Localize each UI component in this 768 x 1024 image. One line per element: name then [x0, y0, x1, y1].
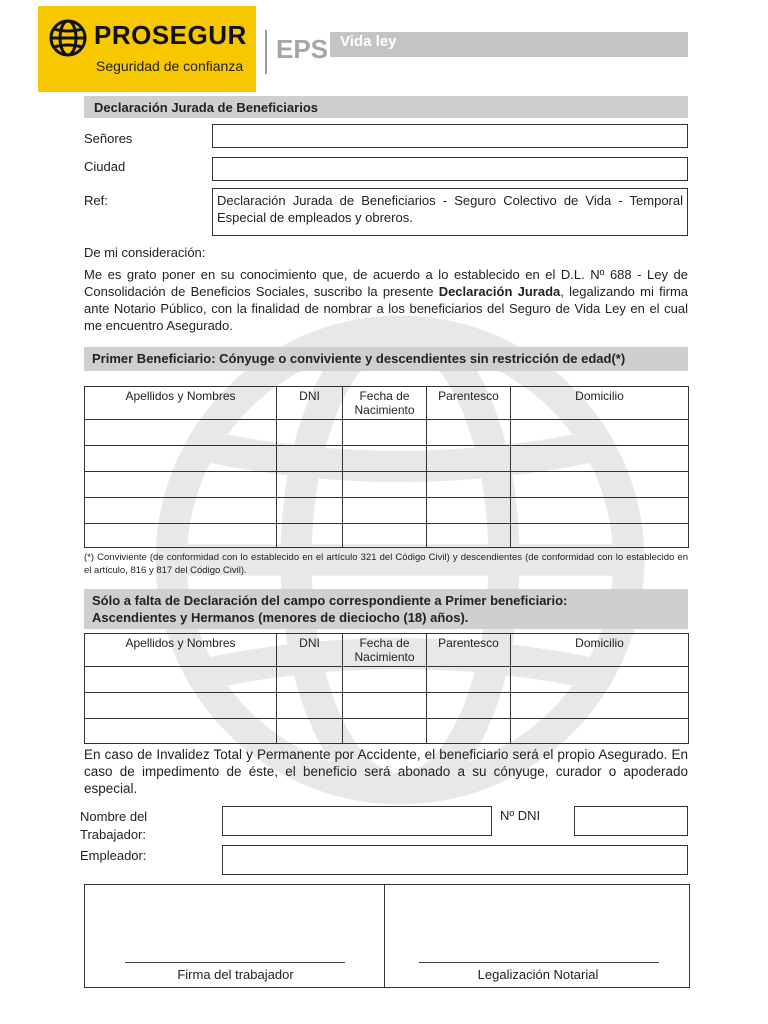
ref-label: Ref:	[84, 193, 108, 208]
table-cell[interactable]	[511, 524, 689, 548]
table-cell[interactable]	[511, 420, 689, 446]
first-beneficiary-table	[84, 386, 689, 548]
employer-label: Empleador:	[80, 848, 147, 863]
worker-name-field[interactable]	[222, 806, 492, 836]
table-row[interactable]	[85, 498, 689, 524]
dni-label: Nº DNI	[500, 808, 541, 823]
table-cell[interactable]	[277, 693, 343, 719]
table-cell[interactable]	[343, 446, 427, 472]
table-header-row	[85, 387, 689, 420]
table-cell[interactable]	[343, 498, 427, 524]
table-cell[interactable]	[85, 693, 277, 719]
table-cell[interactable]	[427, 524, 511, 548]
table-row[interactable]	[85, 719, 689, 744]
column-header: Parentesco	[427, 387, 511, 420]
table-cell[interactable]	[427, 693, 511, 719]
table-header-row	[85, 634, 689, 667]
senores-label: Señores	[84, 131, 133, 146]
table-cell[interactable]	[511, 667, 689, 693]
worker-name-label: Nombre del Trabajador:	[80, 809, 148, 842]
table-cell[interactable]	[85, 719, 277, 744]
table-cell[interactable]	[343, 472, 427, 498]
table-row[interactable]	[85, 693, 689, 719]
table-cell[interactable]	[511, 446, 689, 472]
declaration-title: Declaración Jurada de Beneficiarios	[84, 96, 688, 118]
table-cell[interactable]	[85, 472, 277, 498]
declaration-body-part2: , legalizando mi firma ante Notario Público, con la finalidad de nombrar a los beneficiarios del Seguro de Vida Ley en el cual me encuentro Asegurado.	[84, 284, 689, 333]
notary-box[interactable]	[384, 884, 690, 988]
table-row[interactable]	[85, 472, 689, 498]
column-header: Apellidos y Nombres	[85, 387, 277, 420]
table-row[interactable]	[85, 524, 689, 548]
table-cell[interactable]	[277, 498, 343, 524]
table-cell[interactable]	[85, 667, 277, 693]
logo-name: PROSEGUR	[94, 20, 247, 50]
prosegur-logo	[38, 6, 256, 92]
table-cell[interactable]	[427, 420, 511, 446]
table-cell[interactable]	[343, 420, 427, 446]
table-cell[interactable]	[277, 719, 343, 744]
ref-field[interactable]: Declaración Jurada de Beneficiarios - Seguro Colectivo de Vida - Temporal Especial de empleados y obreros.	[212, 188, 688, 236]
column-header: Fecha de Nacimiento	[343, 634, 427, 667]
table-cell[interactable]	[277, 667, 343, 693]
senores-field[interactable]	[212, 124, 688, 148]
declaration-body-bold: Declaración Jurada	[438, 284, 561, 299]
second-beneficiary-title-line1: Sólo a falta de Declaración del campo correspondiente a Primer beneficiario:	[92, 593, 568, 608]
eps-label: EPS	[276, 34, 329, 64]
dni-field[interactable]	[574, 806, 688, 836]
invalidez-text: En caso de Invalidez Total y Permanente por Accidente, el beneficiario será el propio Asegurado. En caso de impedimento de éste, el beneficio será abonado a su cónyuge, curador o apoderado especial.	[84, 747, 688, 796]
second-beneficiary-title	[84, 589, 688, 629]
table-cell[interactable]	[427, 719, 511, 744]
notary-label: Legalización Notarial	[477, 967, 599, 982]
column-header: Parentesco	[427, 634, 511, 667]
worker-signature-label: Firma del trabajador	[177, 967, 294, 982]
column-header: DNI	[277, 634, 343, 667]
column-header: Fecha de Nacimiento	[343, 387, 427, 420]
table-row[interactable]	[85, 667, 689, 693]
table-row[interactable]	[85, 420, 689, 446]
table-cell[interactable]	[277, 420, 343, 446]
table-cell[interactable]	[85, 446, 277, 472]
table-cell[interactable]	[427, 472, 511, 498]
ciudad-label: Ciudad	[84, 159, 126, 174]
worker-signature-box[interactable]	[84, 884, 385, 988]
employer-field[interactable]	[222, 845, 688, 875]
second-beneficiary-title-line2: Ascendientes y Hermanos (menores de dieciocho (18) años).	[92, 610, 469, 625]
column-header: Domicilio	[511, 634, 689, 667]
column-header: Apellidos y Nombres	[85, 634, 277, 667]
header-divider	[265, 30, 267, 74]
ciudad-field[interactable]	[212, 157, 688, 181]
globe-icon	[48, 18, 88, 58]
table-cell[interactable]	[343, 524, 427, 548]
declaration-body-part1: Me es grato poner en su conocimiento que, de acuerdo a lo establecido en el D.L. Nº 688 - Ley de Consolidación de Beneficios Sociales, suscribo la presente	[84, 267, 688, 299]
table-cell[interactable]	[85, 420, 277, 446]
table-cell[interactable]	[277, 472, 343, 498]
table-cell[interactable]	[427, 446, 511, 472]
greeting: De mi consideración:	[84, 245, 206, 260]
second-beneficiary-table	[84, 633, 689, 744]
table-cell[interactable]	[343, 667, 427, 693]
signature-line	[125, 962, 345, 963]
table-cell[interactable]	[427, 667, 511, 693]
column-header: Domicilio	[511, 387, 689, 420]
declaration-body	[84, 266, 688, 334]
product-title: Vida ley	[340, 33, 397, 50]
table-cell[interactable]	[343, 693, 427, 719]
table-cell[interactable]	[511, 472, 689, 498]
table-cell[interactable]	[343, 719, 427, 744]
column-header: DNI	[277, 387, 343, 420]
table-cell[interactable]	[511, 719, 689, 744]
table-cell[interactable]	[277, 524, 343, 548]
table-cell[interactable]	[427, 498, 511, 524]
first-beneficiary-title: Primer Beneficiario: Cónyuge o conviviente y descendientes sin restricción de edad(*)	[84, 347, 688, 371]
table-cell[interactable]	[511, 498, 689, 524]
table-cell[interactable]	[85, 498, 277, 524]
first-beneficiary-footnote: (*) Conviviente (de conformidad con lo establecido en el artículo 321 del Código Civil) y descendientes (de conformidad con lo establecido en el artículo, 816 y 817 del Código Civil).	[84, 552, 688, 576]
table-cell[interactable]	[85, 524, 277, 548]
table-row[interactable]	[85, 446, 689, 472]
table-cell[interactable]	[277, 446, 343, 472]
notary-line	[419, 962, 659, 963]
table-cell[interactable]	[511, 693, 689, 719]
logo-tagline: Seguridad de confianza	[96, 58, 244, 74]
